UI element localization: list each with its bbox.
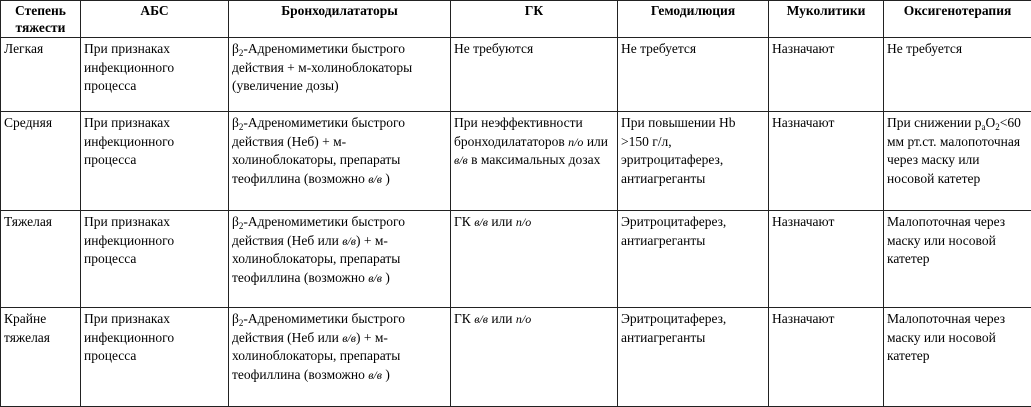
cell-text: Крайне тяжелая [4, 311, 50, 345]
cell-text: в/в [342, 234, 356, 248]
cell-text: ) [382, 171, 390, 186]
cell-text: в/в [342, 331, 356, 345]
column-header-hemodilution: Гемодилюция [618, 1, 769, 38]
cell-text: Легкая [4, 41, 43, 56]
cell-text: в/в [368, 368, 382, 382]
cell-text: <60 мм рт.ст. малопоточная через маску или носовой катетер [887, 115, 1021, 186]
cell-text: -Адреномиметики быстрого действия (Неб или [232, 311, 405, 345]
cell-oxygen-therapy [884, 38, 1031, 112]
cell-bronchodilators [229, 308, 451, 407]
cell-text: Назначают [772, 311, 834, 326]
column-header-severity: Степень тяжести [1, 1, 81, 38]
cell-text: Назначают [772, 115, 834, 130]
cell-text: в/в [368, 271, 382, 285]
cell-text: β [232, 41, 239, 56]
cell-text: Эритроцитаферез, антиагреганты [621, 311, 726, 345]
cell-text: При признаках инфекционного процесса [84, 41, 174, 93]
cell-oxygen-therapy [884, 211, 1031, 308]
cell-abs [81, 112, 229, 211]
cell-text: или [583, 134, 608, 149]
cell-text: Не требуется [621, 41, 696, 56]
cell-text: Тяжелая [4, 214, 52, 229]
cell-text: п/о [516, 312, 531, 326]
header-row [1, 1, 1031, 38]
column-header-abs: АБС [81, 1, 229, 38]
cell-text: в/в [368, 172, 382, 186]
cell-text: 2 [239, 122, 244, 132]
cell-mucolytics [769, 211, 884, 308]
cell-text: 2 [239, 318, 244, 328]
cell-text: При повышении Hb >150 г/л, эритроцитаферез, антиагреганты [621, 115, 735, 186]
table-row [1, 308, 1031, 407]
cell-text: Не требуется [887, 41, 962, 56]
table-row [1, 112, 1031, 211]
cell-text: или [488, 311, 516, 326]
cell-bronchodilators [229, 211, 451, 308]
cell-severity [1, 112, 81, 211]
cell-text: ) [382, 270, 390, 285]
cell-abs [81, 308, 229, 407]
cell-text: При неэффективности бронходилататоров [454, 115, 583, 149]
cell-severity [1, 211, 81, 308]
cell-text: п/о [568, 135, 583, 149]
cell-gk [451, 211, 618, 308]
cell-severity [1, 38, 81, 112]
cell-oxygen-therapy [884, 308, 1031, 407]
cell-text: 2 [995, 122, 1000, 132]
cell-text: Не требуются [454, 41, 533, 56]
cell-text: При снижении p [887, 115, 981, 130]
cell-text: β [232, 311, 239, 326]
cell-abs [81, 38, 229, 112]
cell-hemodilution [618, 308, 769, 407]
cell-text: Малопоточная через маску или носовой катетер [887, 214, 1005, 266]
cell-text: ) + м-холиноблокаторы, препараты теофиллина (возможно [232, 330, 400, 382]
cell-text: β [232, 115, 239, 130]
cell-text: ) + м-холиноблокаторы, препараты теофиллина (возможно [232, 233, 400, 285]
cell-gk [451, 308, 618, 407]
cell-text: 2 [239, 221, 244, 231]
cell-abs [81, 211, 229, 308]
cell-text: 2 [239, 48, 244, 58]
cell-text: ) [382, 367, 390, 382]
cell-text: в максимальных дозах [468, 152, 601, 167]
cell-text: или [488, 214, 516, 229]
cell-text: Средняя [4, 115, 52, 130]
column-header-mucolytics: Муколитики [769, 1, 884, 38]
cell-hemodilution [618, 211, 769, 308]
table-row [1, 211, 1031, 308]
cell-bronchodilators [229, 112, 451, 211]
cell-hemodilution [618, 112, 769, 211]
cell-text: При признаках инфекционного процесса [84, 311, 174, 363]
cell-severity [1, 308, 81, 407]
cell-gk [451, 38, 618, 112]
cell-text: -Адреномиметики быстрого действия (Неб или [232, 214, 405, 248]
cell-oxygen-therapy [884, 112, 1031, 211]
table-row [1, 38, 1031, 112]
cell-text: п/о [516, 215, 531, 229]
cell-text: -Адреномиметики быстрого действия (Неб) + м-холиноблокаторы, препараты теофиллина (возможно [232, 115, 405, 186]
column-header-gk: ГК [451, 1, 618, 38]
cell-text: в/в [474, 312, 488, 326]
column-header-bronchodilators: Бронходилататоры [229, 1, 451, 38]
cell-text: в/в [474, 215, 488, 229]
cell-mucolytics [769, 112, 884, 211]
cell-text: При признаках инфекционного процесса [84, 115, 174, 167]
column-header-oxygen-therapy: Оксигенотерапия [884, 1, 1031, 38]
cell-text: O [985, 115, 995, 130]
cell-text: -Адреномиметики быстрого действия + м-холиноблокаторы (увеличение дозы) [232, 41, 412, 93]
cell-text: ГК [454, 214, 474, 229]
cell-gk [451, 112, 618, 211]
cell-text: Назначают [772, 214, 834, 229]
cell-text: Назначают [772, 41, 834, 56]
cell-text: ГК [454, 311, 474, 326]
cell-text: Малопоточная через маску или носовой катетер [887, 311, 1005, 363]
cell-text: Эритроцитаферез, антиагреганты [621, 214, 726, 248]
cell-text: в/в [454, 153, 468, 167]
cell-hemodilution [618, 38, 769, 112]
cell-text: При признаках инфекционного процесса [84, 214, 174, 266]
cell-mucolytics [769, 308, 884, 407]
cell-mucolytics [769, 38, 884, 112]
cell-bronchodilators [229, 38, 451, 112]
cell-text: β [232, 214, 239, 229]
cell-text: a [981, 122, 985, 132]
